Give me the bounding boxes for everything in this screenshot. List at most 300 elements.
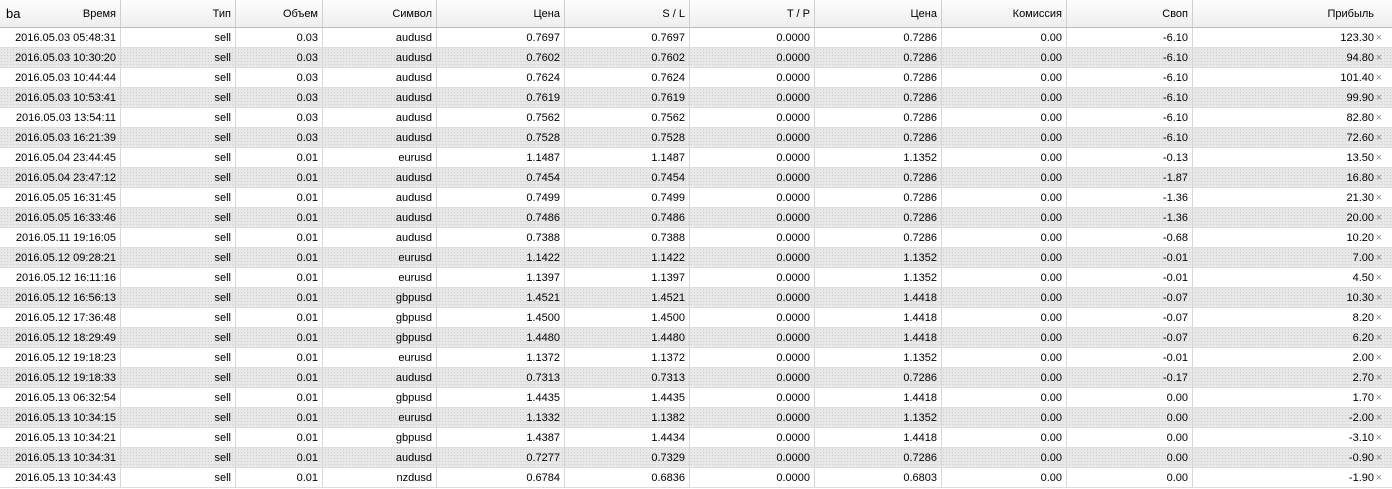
table-row[interactable] <box>0 168 1392 188</box>
cell-time: 2016.05.11 19:16:05 <box>0 228 121 247</box>
cell-time: 2016.05.05 16:31:45 <box>0 188 121 207</box>
column-header-type[interactable]: Тип <box>121 0 236 27</box>
cell-swap: 0.00 <box>1067 428 1193 447</box>
cell-price: 1.4418 <box>815 288 942 307</box>
close-order-icon[interactable]: × <box>1375 131 1382 144</box>
cell-tp: 0.0000 <box>690 128 815 147</box>
cell-type: sell <box>121 88 236 107</box>
cell-time: 2016.05.13 10:34:43 <box>0 468 121 487</box>
cell-commission: 0.00 <box>942 108 1067 127</box>
close-order-icon[interactable]: × <box>1375 471 1382 484</box>
cell-symbol: eurusd <box>323 148 437 167</box>
cell-type: sell <box>121 308 236 327</box>
close-order-icon[interactable]: × <box>1375 51 1382 64</box>
cell-commission: 0.00 <box>942 188 1067 207</box>
cell-swap: -0.01 <box>1067 248 1193 267</box>
cell-open-price: 0.7277 <box>437 448 565 467</box>
cell-swap: -0.01 <box>1067 348 1193 367</box>
close-order-icon[interactable]: × <box>1375 71 1382 84</box>
cell-symbol: gbpusd <box>323 428 437 447</box>
cell-commission: 0.00 <box>942 28 1067 47</box>
table-header <box>0 0 1392 28</box>
cell-symbol: nzdusd <box>323 468 437 487</box>
table-row[interactable] <box>0 188 1392 208</box>
cell-time: 2016.05.12 19:18:23 <box>0 348 121 367</box>
cell-sl: 1.4480 <box>565 328 690 347</box>
close-order-icon[interactable]: × <box>1375 211 1382 224</box>
cell-type: sell <box>121 428 236 447</box>
cell-commission: 0.00 <box>942 348 1067 367</box>
cell-time: 2016.05.13 06:32:54 <box>0 388 121 407</box>
cell-volume: 0.01 <box>236 408 323 427</box>
cell-open-price: 0.7388 <box>437 228 565 247</box>
cell-tp: 0.0000 <box>690 68 815 87</box>
cell-time: 2016.05.12 17:36:48 <box>0 308 121 327</box>
close-order-icon[interactable]: × <box>1375 311 1382 324</box>
cell-swap: -6.10 <box>1067 68 1193 87</box>
column-header-price[interactable]: Цена <box>815 0 942 27</box>
cell-profit: 6.20 <box>1352 331 1374 344</box>
cell-open-price: 0.7562 <box>437 108 565 127</box>
cell-type: sell <box>121 48 236 67</box>
table-row[interactable] <box>0 208 1392 228</box>
cell-symbol: eurusd <box>323 248 437 267</box>
cell-sl: 1.4500 <box>565 308 690 327</box>
cell-sl: 0.7528 <box>565 128 690 147</box>
cell-profit: -1.90 <box>1348 471 1374 484</box>
table-row[interactable] <box>0 408 1392 428</box>
cell-type: sell <box>121 188 236 207</box>
cell-commission: 0.00 <box>942 268 1067 287</box>
cell-open-price: 1.1332 <box>437 408 565 427</box>
cell-volume: 0.01 <box>236 368 323 387</box>
cell-symbol: audusd <box>323 368 437 387</box>
table-row[interactable] <box>0 268 1392 288</box>
cell-swap: -6.10 <box>1067 28 1193 47</box>
cell-symbol: audusd <box>323 88 437 107</box>
cell-sl: 1.1397 <box>565 268 690 287</box>
cell-open-price: 1.4500 <box>437 308 565 327</box>
cell-type: sell <box>121 368 236 387</box>
cell-tp: 0.0000 <box>690 468 815 487</box>
cell-open-price: 0.7454 <box>437 168 565 187</box>
close-order-icon[interactable]: × <box>1375 411 1382 424</box>
cell-time: 2016.05.03 10:53:41 <box>0 88 121 107</box>
cell-profit: 20.00 <box>1346 211 1374 224</box>
cell-symbol: gbpusd <box>323 388 437 407</box>
cell-profit: 8.20 <box>1352 311 1374 324</box>
cell-sl: 0.7562 <box>565 108 690 127</box>
cell-time: 2016.05.13 10:34:15 <box>0 408 121 427</box>
cell-open-price: 0.7313 <box>437 368 565 387</box>
cell-price: 0.7286 <box>815 228 942 247</box>
cell-open-price: 1.1487 <box>437 148 565 167</box>
cell-sl: 0.7602 <box>565 48 690 67</box>
cell-sl: 0.7329 <box>565 448 690 467</box>
cell-tp: 0.0000 <box>690 28 815 47</box>
cell-volume: 0.01 <box>236 428 323 447</box>
cell-open-price: 1.4521 <box>437 288 565 307</box>
table-row[interactable] <box>0 228 1392 248</box>
cell-commission: 0.00 <box>942 408 1067 427</box>
cell-volume: 0.01 <box>236 188 323 207</box>
table-row[interactable] <box>0 368 1392 388</box>
cell-symbol: eurusd <box>323 348 437 367</box>
cell-price: 1.4418 <box>815 328 942 347</box>
cell-symbol: gbpusd <box>323 288 437 307</box>
cell-profit: 4.50 <box>1352 271 1374 284</box>
cell-open-price: 1.4435 <box>437 388 565 407</box>
cell-volume: 0.03 <box>236 68 323 87</box>
cell-type: sell <box>121 148 236 167</box>
cell-tp: 0.0000 <box>690 88 815 107</box>
cell-volume: 0.03 <box>236 128 323 147</box>
cell-tp: 0.0000 <box>690 348 815 367</box>
cell-commission: 0.00 <box>942 428 1067 447</box>
table-row[interactable] <box>0 148 1392 168</box>
cell-tp: 0.0000 <box>690 328 815 347</box>
cell-open-price: 1.4387 <box>437 428 565 447</box>
cell-price: 0.6803 <box>815 468 942 487</box>
cell-swap: -1.36 <box>1067 188 1193 207</box>
cell-time: 2016.05.04 23:44:45 <box>0 148 121 167</box>
cell-profit: 2.70 <box>1352 371 1374 384</box>
cell-type: sell <box>121 208 236 227</box>
cell-price: 0.7286 <box>815 108 942 127</box>
cell-time: 2016.05.05 16:33:46 <box>0 208 121 227</box>
column-header-tp[interactable]: T / P <box>690 0 815 27</box>
cell-price: 0.7286 <box>815 68 942 87</box>
cell-profit: 13.50 <box>1346 151 1374 164</box>
cell-volume: 0.01 <box>236 348 323 367</box>
cell-symbol: gbpusd <box>323 308 437 327</box>
close-order-icon[interactable]: × <box>1375 331 1382 344</box>
cell-sl: 0.7388 <box>565 228 690 247</box>
cell-volume: 0.01 <box>236 328 323 347</box>
cell-volume: 0.01 <box>236 228 323 247</box>
cell-price: 0.7286 <box>815 368 942 387</box>
cell-volume: 0.01 <box>236 388 323 407</box>
table-row[interactable] <box>0 288 1392 308</box>
cell-price: 0.7286 <box>815 128 942 147</box>
cell-tp: 0.0000 <box>690 448 815 467</box>
cell-profit: 101.40 <box>1340 71 1374 84</box>
cell-sl: 0.7313 <box>565 368 690 387</box>
table-row[interactable] <box>0 388 1392 408</box>
cell-profit: 10.30 <box>1346 291 1374 304</box>
close-order-icon[interactable]: × <box>1375 371 1382 384</box>
cell-tp: 0.0000 <box>690 148 815 167</box>
cell-type: sell <box>121 108 236 127</box>
cell-profit: -3.10 <box>1348 431 1374 444</box>
column-header-volume[interactable]: Объем <box>236 0 323 27</box>
cell-tp: 0.0000 <box>690 48 815 67</box>
close-order-icon[interactable]: × <box>1375 191 1382 204</box>
close-order-icon[interactable]: × <box>1375 431 1382 444</box>
cell-commission: 0.00 <box>942 168 1067 187</box>
cell-swap: 0.00 <box>1067 408 1193 427</box>
cell-swap: -6.10 <box>1067 108 1193 127</box>
cell-volume: 0.01 <box>236 248 323 267</box>
close-order-icon[interactable]: × <box>1375 231 1382 244</box>
cell-tp: 0.0000 <box>690 288 815 307</box>
close-order-icon[interactable]: × <box>1375 451 1382 464</box>
cell-type: sell <box>121 228 236 247</box>
cell-commission: 0.00 <box>942 388 1067 407</box>
table-row[interactable] <box>0 88 1392 108</box>
cell-symbol: audusd <box>323 128 437 147</box>
cell-time: 2016.05.03 05:48:31 <box>0 28 121 47</box>
cell-sl: 0.7619 <box>565 88 690 107</box>
cell-time: 2016.05.04 23:47:12 <box>0 168 121 187</box>
cell-profit: 99.90 <box>1346 91 1374 104</box>
cell-symbol: eurusd <box>323 408 437 427</box>
close-order-icon[interactable]: × <box>1375 171 1382 184</box>
cell-swap: -0.68 <box>1067 228 1193 247</box>
cell-price: 0.7286 <box>815 188 942 207</box>
cell-sl: 0.7499 <box>565 188 690 207</box>
column-header-open-price[interactable]: Цена <box>437 0 565 27</box>
cell-type: sell <box>121 68 236 87</box>
cell-time: 2016.05.03 10:44:44 <box>0 68 121 87</box>
cell-commission: 0.00 <box>942 468 1067 487</box>
cell-commission: 0.00 <box>942 88 1067 107</box>
cell-tp: 0.0000 <box>690 268 815 287</box>
cell-volume: 0.03 <box>236 108 323 127</box>
close-order-icon[interactable]: × <box>1375 151 1382 164</box>
cell-commission: 0.00 <box>942 128 1067 147</box>
cell-time: 2016.05.13 10:34:31 <box>0 448 121 467</box>
cell-sl: 1.4435 <box>565 388 690 407</box>
cell-volume: 0.01 <box>236 448 323 467</box>
cell-swap: -6.10 <box>1067 128 1193 147</box>
cell-commission: 0.00 <box>942 228 1067 247</box>
cell-symbol: audusd <box>323 168 437 187</box>
cell-price: 0.7286 <box>815 208 942 227</box>
table-row[interactable] <box>0 248 1392 268</box>
cell-sl: 1.1382 <box>565 408 690 427</box>
cell-type: sell <box>121 408 236 427</box>
cell-volume: 0.01 <box>236 148 323 167</box>
cell-type: sell <box>121 348 236 367</box>
cell-symbol: audusd <box>323 108 437 127</box>
column-header-ba[interactable]: ba <box>6 6 21 21</box>
cell-price: 1.1352 <box>815 268 942 287</box>
cell-open-price: 0.6784 <box>437 468 565 487</box>
table-row[interactable] <box>0 48 1392 68</box>
cell-symbol: audusd <box>323 68 437 87</box>
cell-open-price: 0.7499 <box>437 188 565 207</box>
close-order-icon[interactable]: × <box>1375 31 1382 44</box>
cell-price: 1.1352 <box>815 248 942 267</box>
cell-commission: 0.00 <box>942 288 1067 307</box>
cell-profit: 72.60 <box>1346 131 1374 144</box>
cell-commission: 0.00 <box>942 328 1067 347</box>
cell-volume: 0.03 <box>236 48 323 67</box>
close-order-icon[interactable]: × <box>1375 271 1382 284</box>
close-order-icon[interactable]: × <box>1375 291 1382 304</box>
cell-swap: -6.10 <box>1067 88 1193 107</box>
cell-swap: -1.36 <box>1067 208 1193 227</box>
cell-volume: 0.03 <box>236 28 323 47</box>
cell-price: 1.1352 <box>815 408 942 427</box>
cell-symbol: eurusd <box>323 268 437 287</box>
cell-commission: 0.00 <box>942 368 1067 387</box>
cell-type: sell <box>121 168 236 187</box>
cell-price: 1.1352 <box>815 348 942 367</box>
cell-symbol: audusd <box>323 48 437 67</box>
cell-commission: 0.00 <box>942 448 1067 467</box>
cell-time: 2016.05.12 19:18:33 <box>0 368 121 387</box>
cell-volume: 0.01 <box>236 468 323 487</box>
cell-type: sell <box>121 268 236 287</box>
cell-type: sell <box>121 128 236 147</box>
cell-tp: 0.0000 <box>690 108 815 127</box>
column-header-time[interactable]: Время <box>0 0 121 27</box>
cell-open-price: 1.1422 <box>437 248 565 267</box>
cell-symbol: audusd <box>323 448 437 467</box>
cell-volume: 0.01 <box>236 288 323 307</box>
cell-sl: 0.7697 <box>565 28 690 47</box>
cell-volume: 0.01 <box>236 308 323 327</box>
table-row[interactable] <box>0 68 1392 88</box>
cell-open-price: 0.7624 <box>437 68 565 87</box>
cell-time: 2016.05.12 16:56:13 <box>0 288 121 307</box>
cell-symbol: audusd <box>323 188 437 207</box>
cell-time: 2016.05.03 16:21:39 <box>0 128 121 147</box>
cell-tp: 0.0000 <box>690 368 815 387</box>
cell-swap: 0.00 <box>1067 388 1193 407</box>
table-row[interactable] <box>0 128 1392 148</box>
close-order-icon[interactable]: × <box>1375 251 1382 264</box>
cell-volume: 0.01 <box>236 268 323 287</box>
table-row[interactable] <box>0 468 1392 488</box>
cell-profit: 21.30 <box>1346 191 1374 204</box>
cell-type: sell <box>121 448 236 467</box>
cell-swap: -1.87 <box>1067 168 1193 187</box>
cell-tp: 0.0000 <box>690 248 815 267</box>
cell-price: 1.4418 <box>815 388 942 407</box>
cell-tp: 0.0000 <box>690 208 815 227</box>
cell-time: 2016.05.03 10:30:20 <box>0 48 121 67</box>
cell-volume: 0.01 <box>236 208 323 227</box>
table-row[interactable] <box>0 108 1392 128</box>
cell-commission: 0.00 <box>942 208 1067 227</box>
cell-tp: 0.0000 <box>690 228 815 247</box>
cell-profit: 7.00 <box>1352 251 1374 264</box>
column-header-profit[interactable]: Прибыль <box>1327 7 1374 20</box>
cell-price: 0.7286 <box>815 88 942 107</box>
cell-tp: 0.0000 <box>690 308 815 327</box>
cell-profit: 16.80 <box>1346 171 1374 184</box>
table-row[interactable] <box>0 308 1392 328</box>
cell-sl: 1.1372 <box>565 348 690 367</box>
close-order-icon[interactable]: × <box>1375 351 1382 364</box>
cell-swap: 0.00 <box>1067 468 1193 487</box>
cell-price: 0.7286 <box>815 48 942 67</box>
cell-time: 2016.05.13 10:34:21 <box>0 428 121 447</box>
cell-sl: 1.1487 <box>565 148 690 167</box>
cell-sl: 1.4521 <box>565 288 690 307</box>
cell-symbol: gbpusd <box>323 328 437 347</box>
cell-swap: 0.00 <box>1067 448 1193 467</box>
cell-commission: 0.00 <box>942 68 1067 87</box>
table-row[interactable] <box>0 28 1392 48</box>
cell-type: sell <box>121 288 236 307</box>
cell-commission: 0.00 <box>942 48 1067 67</box>
cell-swap: -0.07 <box>1067 328 1193 347</box>
cell-type: sell <box>121 28 236 47</box>
cell-volume: 0.03 <box>236 88 323 107</box>
table-row[interactable] <box>0 428 1392 448</box>
cell-open-price: 1.4480 <box>437 328 565 347</box>
cell-type: sell <box>121 388 236 407</box>
cell-tp: 0.0000 <box>690 168 815 187</box>
cell-open-price: 0.7619 <box>437 88 565 107</box>
cell-swap: -0.17 <box>1067 368 1193 387</box>
close-order-icon[interactable]: × <box>1375 391 1382 404</box>
cell-sl: 0.7624 <box>565 68 690 87</box>
cell-price: 0.7286 <box>815 448 942 467</box>
cell-price: 1.4418 <box>815 428 942 447</box>
cell-open-price: 1.1397 <box>437 268 565 287</box>
table-row[interactable] <box>0 328 1392 348</box>
cell-price: 1.1352 <box>815 148 942 167</box>
cell-time: 2016.05.12 16:11:16 <box>0 268 121 287</box>
cell-sl: 1.1422 <box>565 248 690 267</box>
cell-open-price: 0.7528 <box>437 128 565 147</box>
column-header-sl[interactable]: S / L <box>565 0 690 27</box>
cell-swap: -0.07 <box>1067 288 1193 307</box>
cell-tp: 0.0000 <box>690 388 815 407</box>
cell-sl: 0.7454 <box>565 168 690 187</box>
table-row[interactable] <box>0 348 1392 368</box>
column-header-swap[interactable]: Своп <box>1067 0 1193 27</box>
cell-sl: 0.6836 <box>565 468 690 487</box>
cell-symbol: audusd <box>323 208 437 227</box>
cell-time: 2016.05.03 13:54:11 <box>0 108 121 127</box>
table-row[interactable] <box>0 448 1392 468</box>
cell-swap: -0.13 <box>1067 148 1193 167</box>
cell-price: 0.7286 <box>815 28 942 47</box>
cell-commission: 0.00 <box>942 248 1067 267</box>
cell-profit: 1.70 <box>1352 391 1374 404</box>
cell-swap: -0.07 <box>1067 308 1193 327</box>
cell-type: sell <box>121 248 236 267</box>
cell-profit: 123.30 <box>1340 31 1374 44</box>
cell-tp: 0.0000 <box>690 408 815 427</box>
column-header-symbol[interactable]: Символ <box>323 0 437 27</box>
cell-profit: 2.00 <box>1352 351 1374 364</box>
cell-profit: -2.00 <box>1348 411 1374 424</box>
cell-open-price: 0.7602 <box>437 48 565 67</box>
cell-profit: 82.80 <box>1346 111 1374 124</box>
cell-symbol: audusd <box>323 228 437 247</box>
cell-volume: 0.01 <box>236 168 323 187</box>
cell-tp: 0.0000 <box>690 428 815 447</box>
cell-time: 2016.05.12 09:28:21 <box>0 248 121 267</box>
cell-price: 0.7286 <box>815 168 942 187</box>
cell-swap: -0.01 <box>1067 268 1193 287</box>
cell-commission: 0.00 <box>942 308 1067 327</box>
cell-open-price: 0.7486 <box>437 208 565 227</box>
column-header-commission[interactable]: Комиссия <box>942 0 1067 27</box>
cell-open-price: 1.1372 <box>437 348 565 367</box>
close-order-icon[interactable]: × <box>1375 111 1382 124</box>
close-order-icon[interactable]: × <box>1375 91 1382 104</box>
cell-type: sell <box>121 328 236 347</box>
cell-commission: 0.00 <box>942 148 1067 167</box>
